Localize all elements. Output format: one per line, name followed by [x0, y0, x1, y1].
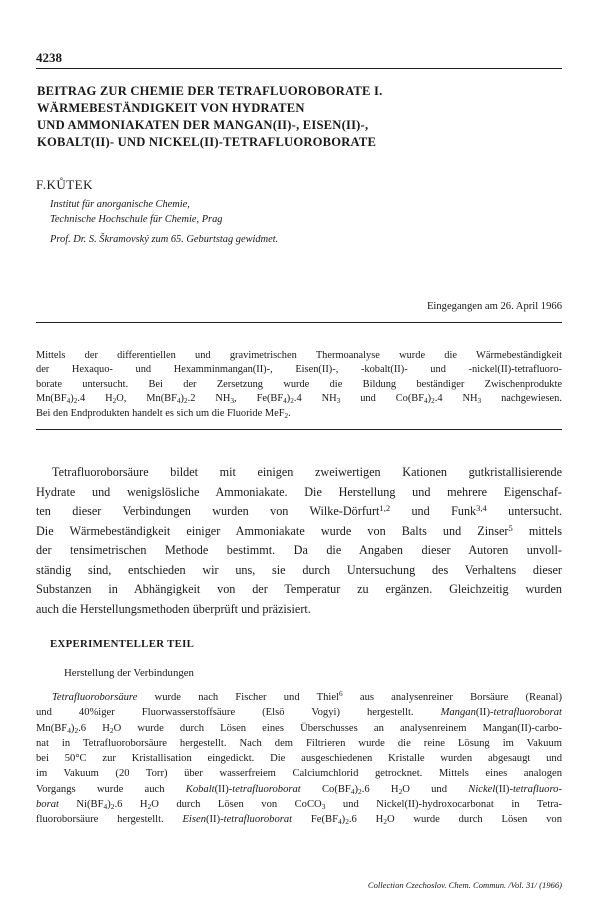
body-line: der tensimetrischen Methode bestimmt. Da die Angaben dieser Autoren unvoll- [36, 543, 562, 557]
body-line: fluoroborsäure hergestellt. Eisen(II)-tetrafluoroborat $Fe(BF_4)_2.6$ $H_2O$ wurde durch Lösen von [36, 814, 563, 827]
abstract-rule-bottom [36, 429, 562, 430]
introduction-paragraph [36, 463, 562, 619]
body-line: Hydrate und wenigslösliche Ammoniakate. Die Herstellung und mehrere Eigenschaf- [36, 484, 562, 499]
top-rule [36, 68, 562, 69]
body-line: Die Wärmebeständigkeit einiger Ammoniakate wurde von Balts und Zinser$^5$ mittels [36, 522, 562, 538]
body-line: Substanzen in Abhängigkeit von der Temperatur zu ergänzen. Gleichzeitig wurden [36, 582, 562, 596]
body-line: und 40%iger Fluorwasserstoffsäure (Elsö Vogyi) hergestellt. Mangan(II)-tetrafluoroborat [36, 707, 562, 719]
body-line: $Mn(BF_4)_2.6$ $H_2O$ wurde durch Lösen eines Überschusses an analysenreinem Mangan(II)-carbo- [36, 722, 562, 735]
author: F.KŮTEK [36, 177, 93, 192]
body-line: im Vakuum (20 Torr) über wasserfreiem Calciumchlorid getrocknet. Mittels eines analogen [36, 768, 562, 780]
body-line: ten dieser Verbindungen wurden von Wilke-Dörfurt$^{1,2}$ und Funk$^{3,4}$ untersucht. [36, 503, 562, 518]
abstract-rule-top [36, 322, 562, 323]
abstract-line: Mittels der differentiellen und gravimetrischen Thermoanalyse wurde die Wärmebeständigkeit [36, 350, 562, 361]
body-line: borat $Ni(BF_4)_2.6$ $H_2O$ durch Lösen von CoCO$_3$ und Nickel(II)-hydroxocarbonat in Tetra- [36, 799, 562, 812]
reference-marker: 6 [338, 689, 343, 698]
body-line: Vorgangs wurde auch Kobalt(II)-tetrafluoroborat $Co(BF_4)_2.6$ $H_2O$ und Nickel(II)-tetrafluoro- [36, 783, 563, 796]
reference-marker: 1,2 [379, 503, 391, 513]
title-line: WÄRMEBESTÄNDIGKEIT VON HYDRATEN [37, 101, 305, 115]
reference-marker: 5 [508, 522, 513, 533]
journal-footer: Collection Czechoslov. Chem. Commun. /Vol. 31/ (1966) [367, 880, 562, 890]
body-line: bei 50°C zur Kristallisation eingedickt. Die ausgeschiedenen Kristalle wurden abgesaugt und [36, 753, 562, 765]
page-number: 4238 [36, 50, 62, 65]
body-line: auch die Herstellungsmethoden überprüft und präzisiert. [36, 601, 311, 616]
title-line: UND AMMONIAKATEN DER MANGAN(II)-, EISEN(II)-, [37, 118, 369, 132]
abstract [36, 349, 562, 421]
abstract-line: Bei den Endprodukten handelt es sich um die Fluoride MeF$_2$. [36, 407, 291, 420]
subsection-heading: Herstellung der Verbindungen [64, 667, 194, 679]
title-line: KOBALT(II)- UND NICKEL(II)-TETRAFLUOROBORATE [37, 135, 377, 149]
affiliation-line: Technische Hochschule für Chemie, Prag [50, 213, 223, 225]
affiliation [50, 198, 222, 227]
received-date: Eingegangen am 26. April 1966 [426, 301, 562, 312]
abstract-line: der Hexaquo- und Hexamminmangan(II)-, Eisen(II)-, -kobalt(II)- und -nickel(II)-tetrafluoro- [36, 364, 562, 376]
body-line: Tetrafluoroborsäure bildet mit einigen zweiwertigen Kationen gutkristallisierende [52, 465, 562, 479]
body-line: Tetrafluoroborsäure wurde nach Fischer und Thiel$^6$ aus analysenreiner Borsäure (Reanal) [52, 689, 562, 703]
affiliation-line: Institut für anorganische Chemie, [50, 199, 190, 210]
reference-marker: 3,4 [476, 503, 487, 513]
abstract-line: borate untersucht. Bei der Zersetzung wurde die Bildung beständiger Zwischenprodukte [36, 378, 562, 390]
dedication: Prof. Dr. S. Škramovský zum 65. Geburtstag gewidmet. [50, 234, 279, 245]
body-line: ständig sind, entschieden wir uns, sie durch Untersuchung des Verhaltens dieser [36, 562, 562, 577]
article-title [37, 83, 567, 151]
title-line: BEITRAG ZUR CHEMIE DER TETRAFLUOROBORATE I. [37, 84, 383, 98]
experimental-paragraph [36, 690, 562, 828]
body-line: nat in Tetrafluoroborsäure hergestellt. Nach dem Filtrieren wurde die reine Lösung im Vakuum [36, 737, 562, 749]
section-heading: EXPERIMENTELLER TEIL [50, 638, 195, 650]
abstract-line: $Mn(BF_4)_2.4$ $H_2O$, $Mn(BF_4)_2.2$ $NH_3$, $Fe(BF_4)_2.4$ $NH_3$ und $Co(BF_4)_2.4$ $NH_3$ nachgewiesen. [36, 393, 562, 406]
